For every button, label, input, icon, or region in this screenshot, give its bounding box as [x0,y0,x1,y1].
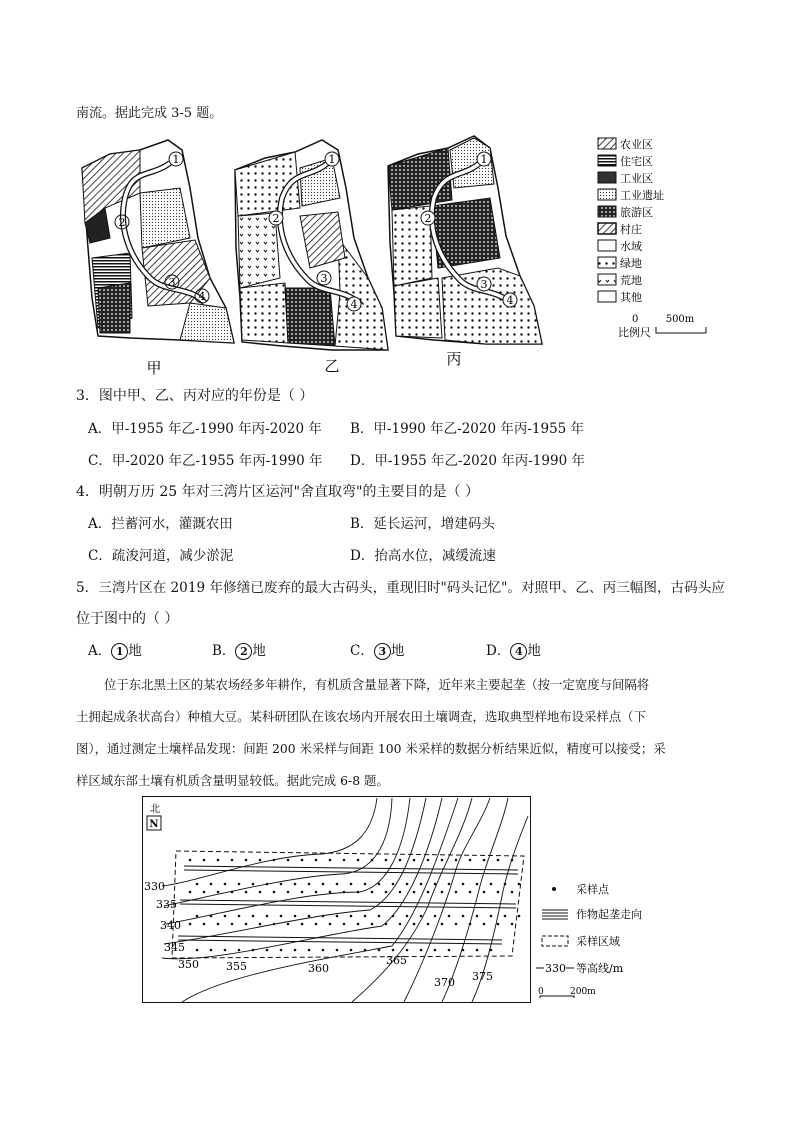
map-bing [388,136,542,344]
sample-point [511,891,514,894]
legend-residential: 住宅区 [620,155,653,168]
sample-point [273,923,276,926]
sample-point [364,883,367,886]
sample-point [336,949,339,952]
sample-point [245,923,248,926]
legend-other: 其他 [620,291,642,304]
map-legend [596,134,736,344]
legend-village: 村庄 [620,223,642,236]
contour-375: 375 [472,970,493,983]
sample-point [252,883,255,886]
sample-point [392,915,395,918]
north-label: 北 [150,804,160,815]
sample-point [399,891,402,894]
sample-point [350,883,353,886]
map-figure [70,128,560,378]
map-bing-point-4: 4 [506,294,514,307]
sample-point [371,859,374,862]
sample-point [196,915,199,918]
sample-point [378,949,381,952]
sample-point [406,949,409,952]
sample-point [462,883,465,886]
sample-point [427,891,430,894]
sample-point [259,891,262,894]
sample-point [343,923,346,926]
sample-area-icon [542,936,568,946]
map-jia-point-4: 4 [198,290,206,303]
q4-option-d[interactable]: D．抬高水位，减缓流速 [350,548,496,564]
sample-point [329,891,332,894]
sample-point [497,923,500,926]
passage-line-4: 样区域东部土壤有机质含量明显较低。据此完成 6-8 题。 [76,773,389,788]
legend-scale-value: 500m [665,314,695,325]
sample-point [350,915,353,918]
sample-point [476,915,479,918]
sample-point [252,915,255,918]
contour-345: 345 [164,941,185,954]
sample-point [350,949,353,952]
sample-point [392,949,395,952]
sample-point [399,923,402,926]
legend-contour: 等高线/m [576,962,624,975]
sample-point [294,949,297,952]
sample-point [224,915,227,918]
sample-point [413,923,416,926]
sample-point [511,923,514,926]
sample-point [259,859,262,862]
legend-ridge-direction: 作物起垄走向 [576,908,642,921]
legend-sample-area: 采样区域 [576,935,620,948]
sample-point [203,923,206,926]
sample-point [427,923,430,926]
sample-point [280,915,283,918]
passage-line-2: 土拥起成条状高台）种植大豆。某科研团队在该农场内开展农田土壤调查，选取典型样地布设采样点（下 [76,709,646,724]
sample-point [301,891,304,894]
legend-industrial: 工业区 [620,172,653,185]
sample-point [434,949,437,952]
sample-point [420,883,423,886]
sample-point [462,949,465,952]
sample-point [483,891,486,894]
passage-line-3: 图），通过测定土壤样品发现：间距 200 米采样与间距 100 米采样的数据分析结果近似，精度可以接受；采 [76,741,666,756]
sample-point [315,891,318,894]
q5-option-a[interactable]: A． 1 地 [88,643,142,659]
sample-point [266,883,269,886]
sample-point [196,883,199,886]
sample-point [357,891,360,894]
sample-point [504,915,507,918]
sample-point [308,883,311,886]
q4-stem: 4．明朝万历 25 年对三湾片区运河"舍直取弯"的主要目的是（ ） [76,484,479,500]
map-bing-point-3: 3 [480,278,488,291]
sample-point [413,891,416,894]
sample-point [406,915,409,918]
sample-point [238,883,241,886]
sample-point [217,859,220,862]
sample-point [231,891,234,894]
intro-tail: 南流。据此完成 3-5 题。 [76,106,223,121]
sample-point [322,915,325,918]
ridge-icon [542,910,568,919]
map-yi-point-3: 3 [320,272,328,285]
sample-point [483,859,486,862]
map-yi [235,140,388,350]
sample-point [301,923,304,926]
map-yi-point-1: 1 [328,153,336,166]
q3-stem: 3．图中甲、乙、丙对应的年份是（ ） [76,388,314,404]
sample-point [231,859,234,862]
sample-point [371,923,374,926]
sample-point [413,859,416,862]
sample-point [357,923,360,926]
map-bing-point-1: 1 [480,153,488,166]
sample-point [518,915,521,918]
sample-point [434,883,437,886]
sample-point [378,883,381,886]
legend-wasteland: 荒地 [620,274,642,287]
sample-point [462,915,465,918]
sample-point [441,891,444,894]
legend-water: 水域 [620,240,642,253]
sample-point [420,949,423,952]
sample-point [490,883,493,886]
sample-point [273,891,276,894]
q5-option-b[interactable]: B． 2 地 [212,643,266,659]
sample-point [518,883,521,886]
contour-330: 330 [144,880,165,893]
legend-scale-prefix: 比例尺 [618,326,651,339]
contour-map [142,796,532,1004]
q5-option-c[interactable]: C． 3 地 [350,643,405,659]
circled-number-2: 2 [235,643,252,660]
q5-stem-line1: 5．三湾片区在 2019 年修缮已废弃的最大古码头，重现旧时"码头记忆"。对照甲、乙、丙三幅图，古码头应 [76,580,725,596]
contour-365: 365 [386,954,407,967]
sample-point [189,859,192,862]
contour-355: 355 [226,960,247,973]
q3-option-c[interactable]: C．甲-2020 年乙-1955 年丙-1990 年 [88,453,323,469]
sample-point [371,891,374,894]
circled-number-4: 4 [510,643,527,660]
sample-point [322,883,325,886]
q4-option-b[interactable]: B．延长运河，增建码头 [350,516,495,532]
sample-point [469,923,472,926]
map-jia-point-3: 3 [168,276,176,289]
map-label-bing: 丙 [446,350,462,368]
sample-point [490,949,493,952]
legend-sample-point: 采样点 [576,883,609,896]
legend-agriculture: 农业区 [620,138,653,151]
contour-legend [534,880,694,1000]
sample-point [406,883,409,886]
map-label-yi: 乙 [324,357,340,375]
sample-point [427,859,430,862]
sample-point [231,923,234,926]
sample-point [343,891,346,894]
sample-point [287,859,290,862]
contour-335: 335 [156,898,177,911]
sample-point [399,859,402,862]
svg-text:N: N [149,819,159,830]
sample-point [336,883,339,886]
contour-scale-value: 200m [570,987,596,997]
sample-point [210,949,213,952]
sample-point [385,891,388,894]
sample-point [490,915,493,918]
sample-point [441,923,444,926]
map-jia-point-1: 1 [172,153,180,166]
sample-point [210,883,213,886]
sample-point [308,949,311,952]
sample-point [476,883,479,886]
legend-industrial-heritage: 工业遗址 [620,189,664,202]
sample-point [315,859,318,862]
sample-point [504,883,507,886]
sample-point [511,859,514,862]
q4-option-c[interactable]: C．疏浚河道，减少淤泥 [88,548,234,564]
sample-point [224,883,227,886]
sample-point [287,923,290,926]
sample-point [217,923,220,926]
sample-point [294,883,297,886]
sample-point [441,859,444,862]
sample-point [469,859,472,862]
passage-line-1: 位于东北黑土区的某农场经多年耕作，有机质含量显著下降，近年来主要起垄（按一定宽度与间隔将 [104,677,650,692]
sample-point [238,949,241,952]
sample-point [469,891,472,894]
sample-point [455,891,458,894]
sample-point [378,915,381,918]
sample-point [245,891,248,894]
map-jia [82,140,234,343]
sample-point [392,883,395,886]
legend-greenland: 绿地 [620,257,642,270]
q5-option-d[interactable]: D． 4 地 [486,643,541,659]
sample-point [315,923,318,926]
sample-point [455,923,458,926]
contour-350: 350 [178,958,199,971]
circled-number-3: 3 [374,643,391,660]
sample-point [385,859,388,862]
sample-point [280,949,283,952]
sample-point [224,949,227,952]
sample-point [189,891,192,894]
contour-340: 340 [160,919,181,932]
sample-point [259,923,262,926]
sample-point [336,915,339,918]
sample-point [189,923,192,926]
q3-option-b[interactable]: B．甲-1990 年乙-2020 年丙-1955 年 [350,421,585,437]
q3-option-d[interactable]: D．甲-1955 年乙-2020 年丙-1990 年 [350,453,585,469]
sample-point [252,949,255,952]
sample-point [497,859,500,862]
sample-point [329,859,332,862]
sample-point [245,859,248,862]
sample-point [476,949,479,952]
sample-point [280,883,283,886]
sample-point-icon [552,887,556,891]
sample-point [364,949,367,952]
q5-stem-line2: 位于图中的（ ） [76,611,179,627]
sample-point [322,949,325,952]
sample-point [294,915,297,918]
sample-point [301,859,304,862]
q4-option-a[interactable]: A．拦蓄河水，灌溉农田 [88,516,233,532]
sample-point [203,891,206,894]
circled-number-1: 1 [111,643,128,660]
sample-point [329,923,332,926]
map-yi-point-4: 4 [350,298,358,311]
sample-point [217,891,220,894]
map-bing-point-2: 2 [424,212,432,225]
map-yi-point-2: 2 [272,212,280,225]
sample-point [266,915,269,918]
sample-point [343,859,346,862]
sample-point [203,859,206,862]
sample-point [196,949,199,952]
sample-point [448,883,451,886]
q3-option-a[interactable]: A．甲-1955 年乙-1990 年丙-2020 年 [88,421,322,437]
sample-point [238,915,241,918]
contour-360: 360 [308,962,329,975]
sample-point [448,915,451,918]
sample-point [448,949,451,952]
sample-point [483,923,486,926]
sample-point [385,923,388,926]
sample-point [273,859,276,862]
sample-point [364,915,367,918]
legend-tourism: 旅游区 [620,206,653,219]
sample-point [266,949,269,952]
contour-scale-zero: 0 [538,987,544,997]
sample-point [308,915,311,918]
map-label-jia: 甲 [146,359,162,377]
contour-370: 370 [434,976,455,989]
sample-point [287,891,290,894]
map-jia-point-2: 2 [118,216,126,229]
sample-point [357,859,360,862]
sample-point [434,915,437,918]
legend-scale-zero: 0 [632,314,639,325]
sample-point [497,891,500,894]
legend-contour-value: 330 [545,962,566,975]
sample-point [210,915,213,918]
sample-point [420,915,423,918]
sample-point [455,859,458,862]
